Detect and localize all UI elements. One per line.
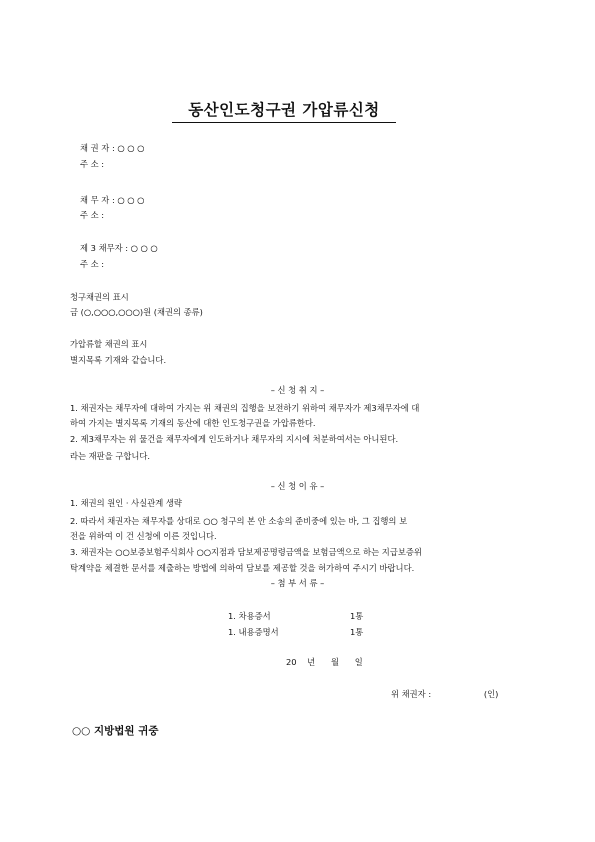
- debtor-label: 채 무 자 : ○ ○ ○: [80, 195, 145, 205]
- third-party-address: 주 소 :: [80, 259, 105, 269]
- reasons-line: 탁계약을 체결한 문서를 제출하는 방법에 의하여 담보를 제공할 것을 허가하여 주시기 바랍니다.: [70, 563, 415, 573]
- document-date: 20 년 월 일: [286, 657, 363, 667]
- reasons-line: 2. 따라서 채권자는 채무자를 상대로 ○○ 청구의 본 안 소송의 준비중에 있는 바, 그 집행의 보: [70, 516, 408, 526]
- purpose-line: 1. 채권자는 채무자에 대하여 가지는 위 채권의 집행을 보전하기 위하여 채무자가 제3채무자에 대: [70, 403, 420, 413]
- document-title: 동산인도청구권 가압류신청: [188, 101, 380, 119]
- third-party-label: 제 3 채무자 : ○ ○ ○: [80, 243, 158, 253]
- purpose-line: 2. 제3채무자는 위 물건을 채무자에게 인도하거나 채무자의 지시에 처분하여서는 아니된다.: [70, 434, 399, 444]
- debtor-address: 주 소 :: [80, 210, 105, 220]
- attachment-count: 1통: [350, 611, 364, 621]
- reasons-heading: – 신 청 이 유 –: [270, 481, 325, 491]
- target-heading: 가압류할 채권의 표시: [70, 339, 148, 349]
- claim-amount: 금 (○,○○○,○○○)원 (채권의 종류): [70, 307, 203, 317]
- attachments-heading: – 첨 부 서 류 –: [270, 578, 325, 588]
- creditor-address: 주 소 :: [80, 159, 105, 169]
- reasons-line: 1. 채권의 원인 · 사실관계 생략: [70, 498, 182, 508]
- purpose-line: 하여 가지는 별지목록 기재의 동산에 대한 인도청구권을 가압류한다.: [70, 418, 316, 428]
- court-addressee: ○○ 지방법원 귀중: [72, 725, 159, 737]
- purpose-line: 라는 재판을 구합니다.: [70, 451, 151, 461]
- attachment-name: 1. 차용증서: [228, 611, 271, 621]
- target-text: 별지목록 기재와 같습니다.: [70, 355, 167, 365]
- attachment-name: 1. 내용증명서: [228, 627, 279, 637]
- creditor-label: 채 권 자 : ○ ○ ○: [80, 143, 145, 153]
- claim-heading: 청구채권의 표시: [70, 292, 129, 302]
- reasons-line: 전을 위하여 이 건 신청에 이른 것입니다.: [70, 531, 217, 541]
- attachment-count: 1통: [350, 627, 364, 637]
- creditor-signature: 위 채권자 : (인): [391, 689, 499, 699]
- title-underline: [172, 122, 396, 123]
- purpose-heading: – 신 청 취 지 –: [270, 385, 325, 395]
- reasons-line: 3. 채권자는 ○○보증보험주식회사 ○○지점과 담보제공명령금액을 보험금액으로 하는 지급보증위: [70, 547, 422, 557]
